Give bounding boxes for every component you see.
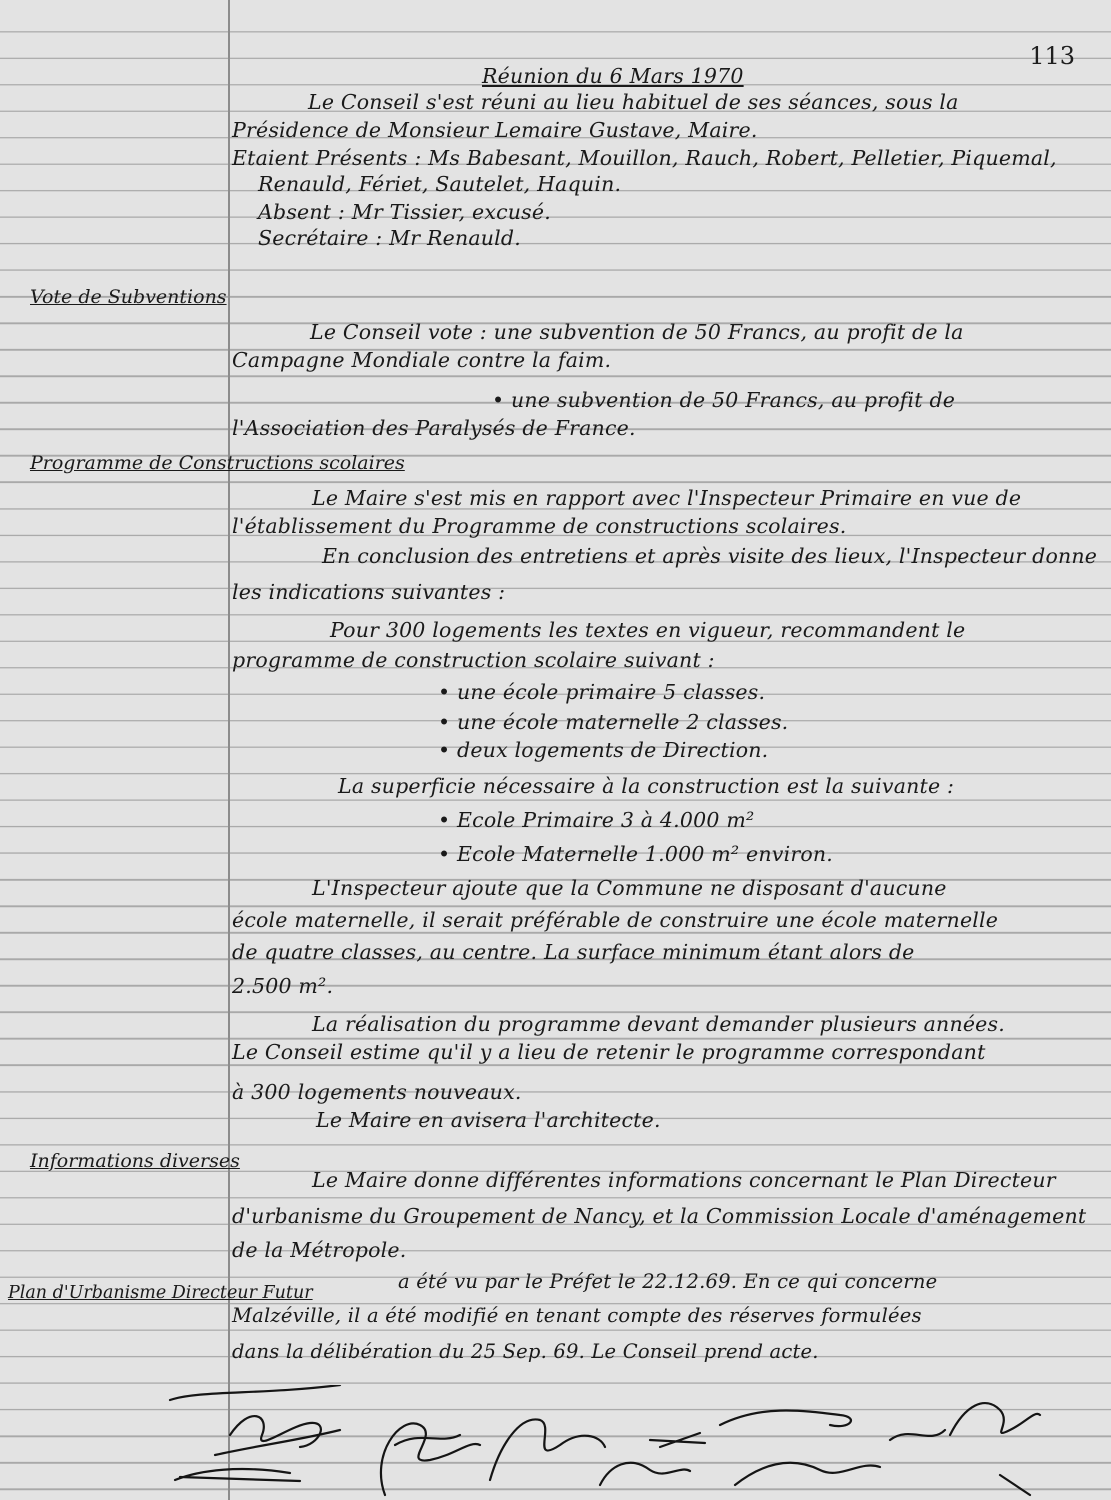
constructions-line: L'Inspecteur ajoute que la Commune ne disposant d'aucune [312,876,947,900]
intro-line: Renauld, Fériet, Sautelet, Haquin. [258,172,622,196]
constructions-line: • une école maternelle 2 classes. [438,710,789,734]
constructions-line: à 300 logements nouveaux. [232,1080,522,1104]
constructions-line: • Ecole Maternelle 1.000 m² environ. [438,842,833,866]
constructions-line: • Ecole Primaire 3 à 4.000 m² [438,808,755,832]
constructions-line: • une école primaire 5 classes. [438,680,766,704]
intro-line: Etaient Présents : Ms Babesant, Mouillon, Rauch, Robert, Pelletier, Piquemal, [232,146,1057,170]
informations-line: Le Maire donne différentes informations concernant le Plan Directeur [312,1168,1056,1192]
section-heading-constructions: Programme de Constructions scolaires [30,452,405,474]
margin-rule [228,0,230,1500]
constructions-line: Le Conseil estime qu'il y a lieu de retenir le programme correspondant [232,1040,986,1064]
informations-line: d'urbanisme du Groupement de Nancy, et la Commission Locale d'aménagement [232,1204,1087,1228]
constructions-line: les indications suivantes : [232,580,506,604]
signatures-area [0,1385,1111,1500]
section-heading-informations: Informations diverses [30,1150,240,1172]
subventions-line: Le Conseil vote : une subvention de 50 Francs, au profit de la [310,320,964,344]
subventions-line: l'Association des Paralysés de France. [232,416,636,440]
subventions-line: • une subvention de 50 Francs, au profit de [492,388,956,412]
informations-line: de la Métropole. [232,1238,407,1262]
signatures-drawing [0,1385,1111,1500]
constructions-line: Le Maire s'est mis en rapport avec l'Inspecteur Primaire en vue de [312,486,1022,510]
page-number: 113 [1029,42,1075,70]
intro-line: Le Conseil s'est réuni au lieu habituel de ses séances, sous la [308,90,959,114]
intro-line: Présidence de Monsieur Lemaire Gustave, Maire. [232,118,758,142]
constructions-line: La réalisation du programme devant demander plusieurs années. [312,1012,1005,1036]
constructions-line: La superficie nécessaire à la construction est la suivante : [338,774,955,798]
constructions-line: En conclusion des entretiens et après visite des lieux, l'Inspecteur donne [322,544,1098,568]
intro-line: Secrétaire : Mr Renauld. [258,226,521,250]
constructions-line: de quatre classes, au centre. La surface minimum étant alors de [232,940,915,964]
intro-line: Absent : Mr Tissier, excusé. [258,200,551,224]
plan-line: dans la délibération du 25 Sep. 69. Le Conseil prend acte. [232,1340,819,1363]
constructions-line: • deux logements de Direction. [438,738,769,762]
constructions-line: programme de construction scolaire suivant : [232,648,715,672]
section-heading-plan: Plan d'Urbanisme Directeur Futur [8,1283,313,1303]
constructions-line: école maternelle, il serait préférable de construire une école maternelle [232,908,999,932]
constructions-line: Le Maire en avisera l'architecte. [316,1108,661,1132]
plan-line: a été vu par le Préfet le 22.12.69. En ce qui concerne [398,1270,938,1293]
section-heading-subventions: Vote de Subventions [30,286,227,308]
plan-line: Malzéville, il a été modifié en tenant compte des réserves formulées [232,1304,922,1327]
constructions-line: l'établissement du Programme de constructions scolaires. [232,514,847,538]
meeting-title: Réunion du 6 Mars 1970 [482,64,744,88]
constructions-line: Pour 300 logements les textes en vigueur, recommandent le [330,618,966,642]
constructions-line: 2.500 m². [232,974,334,998]
subventions-line: Campagne Mondiale contre la faim. [232,348,612,372]
